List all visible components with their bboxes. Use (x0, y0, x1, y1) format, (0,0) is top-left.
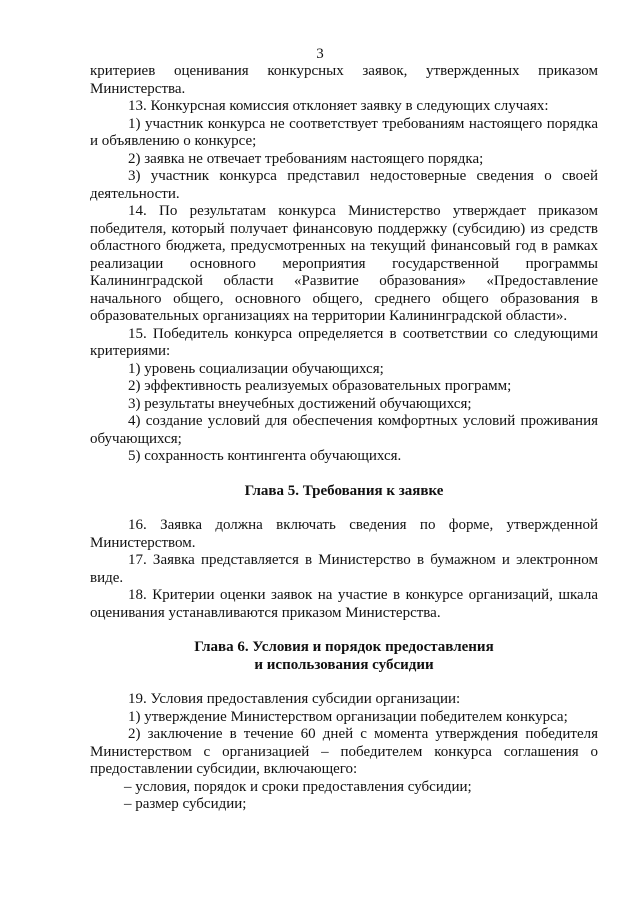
list-item: 1) участник конкурса не соответствует требованиям настоящего порядка и объявлению о конкурсе; (90, 115, 598, 149)
paragraph-item-15: 15. Победитель конкурса определяется в соответствии со следующими критериями: (90, 325, 598, 359)
list-item: 2) эффективность реализуемых образовательных программ; (128, 378, 512, 394)
paragraph-item-13: 13. Конкурсная комиссия отклоняет заявку в следующих случаях: (128, 98, 549, 114)
paragraph-item-16: 16. Заявка должна включать сведения по форме, утвержденной Министерством. (90, 517, 598, 551)
paragraph: критериев оценивания конкурсных заявок, утвержденных приказом Министерства. (90, 63, 598, 97)
list-item: 1) уровень социализации обучающихся; (128, 360, 384, 377)
dash-list-item: – условия, порядок и сроки предоставления субсидии; (124, 778, 472, 795)
document-body (90, 63, 598, 814)
list-item: 5) сохранность контингента обучающихся. (128, 448, 402, 464)
chapter-5-heading: Глава 5. Требования к заявке (244, 482, 444, 499)
page-number: 3 (316, 46, 324, 62)
paragraph-item-14: 14. По результатам конкурса Министерство утверждает приказом победителя, который получает финансовую поддержку (субсидию) из средств областного бюджета, предусмотренных на текущий финансовый год в рамках реализации основного мероприятия государственной программы Калининградской области «Развитие образования» «Предоставление начального общего, основного общего, среднего общего образования в образовательных организациях на территории Калининградской области». (90, 203, 598, 324)
list-item: 3) участник конкурса представил недостоверные сведения о своей деятельности. (90, 168, 598, 202)
paragraph-item-18: 18. Критерии оценки заявок на участие в конкурсе организаций, шкала оценивания устанавливаются приказом Министерства. (90, 587, 598, 621)
list-item: 2) заявка не отвечает требованиям настоящего порядка; (128, 150, 484, 167)
paragraph-item-19: 19. Условия предоставления субсидии организации: (128, 691, 461, 707)
chapter-6-heading-line-1: Глава 6. Условия и порядок предоставления (194, 639, 494, 655)
list-item: 4) создание условий для обеспечения комфортных условий проживания обучающихся; (90, 413, 598, 447)
list-item: 1) утверждение Министерством организации победителем конкурса; (128, 708, 568, 725)
list-item: 2) заключение в течение 60 дней с момента утверждения победителя Министерством с организацией – победителем конкурса соглашения о предоставлении субсидии, включающего: (90, 726, 598, 777)
paragraph-item-17: 17. Заявка представляется в Министерство в бумажном и электронном виде. (90, 552, 598, 586)
chapter-6-heading-line-2: и использования субсидии (254, 656, 434, 673)
dash-list-item: – размер субсидии; (124, 796, 247, 812)
list-item: 3) результаты внеучебных достижений обучающихся; (128, 395, 472, 412)
